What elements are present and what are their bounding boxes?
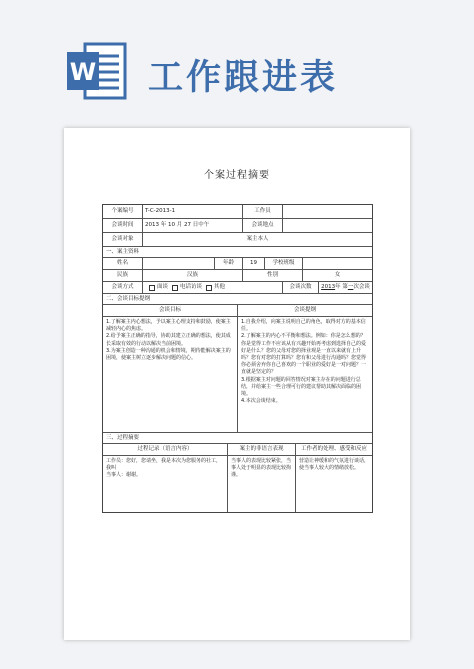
gender-value: 女 bbox=[334, 272, 341, 278]
worker-label: 工作员 bbox=[243, 205, 283, 218]
case-table bbox=[102, 204, 373, 513]
process-header-1: 过程记录（语言内容） bbox=[103, 444, 228, 455]
document-title: 个案过程摘要 bbox=[204, 170, 270, 181]
document-page bbox=[64, 128, 410, 640]
ethnic-label: 民族 bbox=[103, 270, 143, 281]
method-label: 会谈方式 bbox=[103, 282, 143, 293]
count-year: 2013 bbox=[321, 284, 336, 290]
word-icon-letter: W bbox=[69, 58, 97, 86]
face-label: 面谈 bbox=[157, 284, 169, 290]
target-value: 案主本人 bbox=[246, 236, 269, 242]
count-label: 会谈次数 bbox=[283, 282, 319, 293]
process-cell-1: 工作员：您好，您请坐，我是本次为您服务的社工，我叫 当事人：谢谢。 bbox=[103, 456, 228, 512]
section-2-heading: 二、会谈目标提纲 bbox=[106, 295, 151, 302]
goal-header: 会谈目标 bbox=[103, 305, 238, 316]
count-end: 次会谈 bbox=[353, 284, 370, 290]
ethnic-value: 汉族 bbox=[143, 270, 243, 281]
banner-title: 工作跟进表 bbox=[148, 57, 339, 98]
goals-text: 1.了解案主内心想法，予以案主心理支持和鼓励，使案主减轻内心的焦虑。 2.给予案主正确的指导，协助其建立正确的想法，使其成长采取有效的行动以解决当前困境。 3.为案主创造一种沟通的机会和情境，期待能解决案主的困境，使案主树立逐步解决问题的信心。 bbox=[103, 317, 238, 432]
case-no-label: 个案编号 bbox=[103, 205, 143, 218]
phone-checkbox[interactable] bbox=[172, 285, 178, 291]
outline-text: 1.自我介绍，向案主说明自己的角色，取得对方的基本信任。 2.了解案主的内心不平衡和想法。例如：你是怎么想的？你是觉得工作不应该从有兴趣开始再考虑到选择自己的爱好是什么？您的父母对您的择业观是一直以来就有上升吗？您有对您的打算吗？您有和父母进行沟通吗？您觉得你必须舍弃你自己喜欢的一个职业的爱好是一对问题？一直就是坚定的？ 3.根据案主对问题的回答情况对案主存在的问题进行总结，并给案主一些合理可行的建议帮助其解决面临的困境。 4.本次会谈结束。 bbox=[241, 319, 367, 405]
time-value: 2013 年 10 月 27 日中午 bbox=[143, 219, 243, 232]
target-label: 会谈对象 bbox=[103, 233, 143, 246]
time-label: 会谈时间 bbox=[103, 219, 143, 232]
case-no-value: T-C-2013-1 bbox=[143, 205, 243, 218]
other-label: 其他 bbox=[214, 284, 226, 290]
count-mid: 年 第 bbox=[335, 284, 348, 290]
name-label: 姓名 bbox=[103, 258, 143, 269]
other-checkbox[interactable] bbox=[206, 285, 212, 291]
place-value bbox=[283, 219, 372, 232]
process-cell-2: 当事人的表现比较紧张，当事人处于明显的表现比较拘谨。 bbox=[228, 456, 296, 512]
worker-value bbox=[283, 205, 372, 218]
age-value: 19 bbox=[243, 258, 265, 269]
class-value bbox=[303, 258, 372, 269]
section-3-heading: 三、过程摘要 bbox=[106, 434, 140, 441]
phone-label: 电话访谈 bbox=[180, 284, 203, 290]
age-label: 年龄 bbox=[215, 258, 243, 269]
place-label: 会谈地点 bbox=[243, 219, 283, 232]
class-label: 学校班级 bbox=[265, 258, 303, 269]
name-value bbox=[143, 258, 215, 269]
process-header-3: 工作者的处理、感受和反应 bbox=[300, 446, 367, 452]
method-options bbox=[143, 282, 283, 293]
process-header-2: 案主的非语言表现 bbox=[228, 444, 296, 455]
count-value bbox=[319, 282, 372, 293]
face-checkbox[interactable] bbox=[149, 285, 155, 291]
banner bbox=[0, 0, 474, 115]
outline-header: 会谈提纲 bbox=[293, 307, 316, 313]
section-1-heading: 一、案主资料 bbox=[106, 248, 140, 255]
process-cell-3: 营造让神缓和的气氛进行谈话，使当事人较大的情绪放松。 bbox=[299, 458, 370, 472]
word-document-icon bbox=[67, 38, 127, 104]
count-num: 一 bbox=[347, 284, 354, 290]
gender-label: 性别 bbox=[243, 270, 303, 281]
